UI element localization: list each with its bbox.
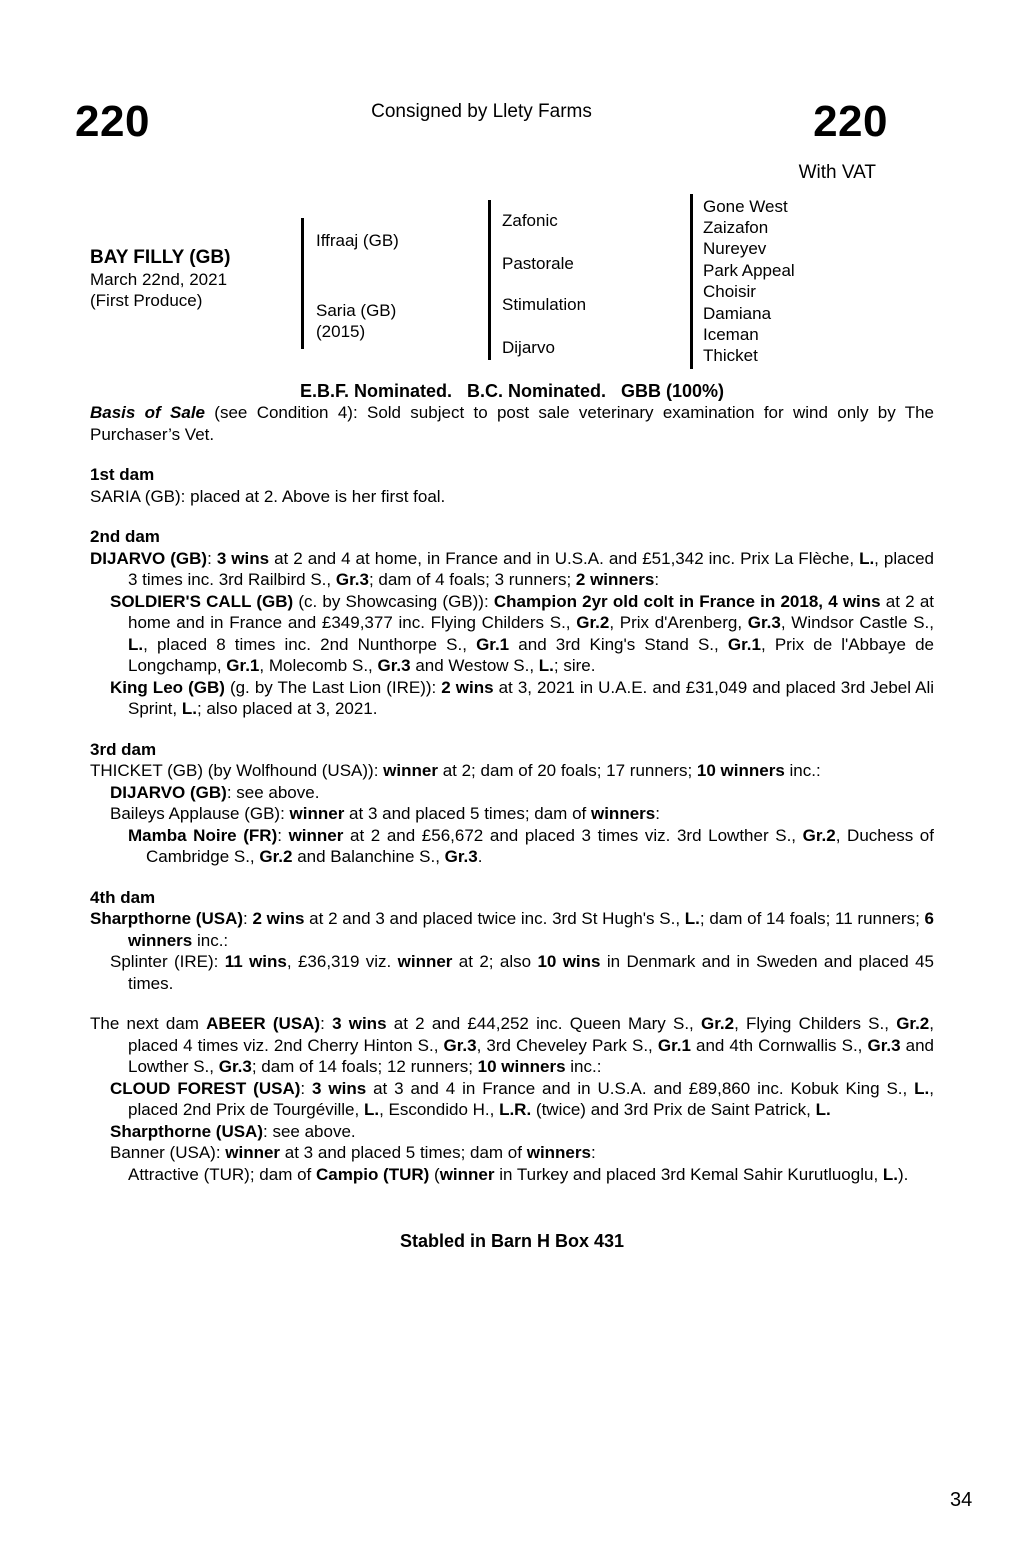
- text-segment: 3 wins: [332, 1014, 387, 1033]
- paragraph-dijarvo-see-above: [90, 782, 934, 804]
- dam-block: [316, 300, 396, 343]
- section-2nd-dam: [90, 526, 934, 720]
- text-segment: DIJARVO (GB): [110, 782, 227, 802]
- paragraph-abeer: [90, 1013, 934, 1078]
- text-segment: and 3rd King's Stand S.,: [509, 634, 728, 654]
- text-segment: ; dam of 14 foals; 11 runners;: [699, 909, 925, 928]
- pedigree-divider-3: [690, 194, 693, 369]
- section-heading: 1st dam: [90, 465, 155, 484]
- page-header: [75, 97, 934, 150]
- grandparent-name: Zafonic: [502, 210, 558, 230]
- text-segment: L.: [859, 548, 875, 568]
- text-segment: ABEER (USA): [206, 1014, 321, 1033]
- text-segment: (g. by The Last Lion (IRE)):: [224, 677, 442, 697]
- text-segment: THICKET (GB) (by Wolfhound (USA)):: [90, 761, 384, 780]
- text-segment: Gr.1: [657, 1035, 691, 1055]
- great-grandparent-name: Damiana: [703, 303, 772, 323]
- pedigree-divider-1: [301, 218, 304, 349]
- pedigree-divider-2: [488, 200, 491, 360]
- text-segment: :: [590, 1143, 596, 1162]
- text-segment: , Prix de l'Abbaye de Longchamp,: [128, 634, 934, 675]
- text-segment: 11 wins: [224, 952, 287, 971]
- text-segment: Gr.3: [747, 613, 781, 632]
- text-segment: at 3 and placed 5 times; dam of: [280, 1143, 527, 1162]
- text-segment: winner: [225, 1143, 281, 1162]
- text-segment: Gr.3: [443, 1035, 477, 1055]
- text-segment: 6 winners: [128, 909, 934, 950]
- text-segment: Gr.2: [576, 613, 610, 632]
- text-segment: 3 wins: [216, 548, 270, 568]
- text-segment: and Lowther S.,: [128, 1035, 934, 1076]
- text-segment: at 2 and £56,672 and placed 3 times viz. 3rd Lowther S.,: [343, 825, 803, 845]
- text-segment: Gr.2: [701, 1014, 735, 1033]
- paragraph-soldiers-call: [90, 591, 934, 677]
- text-segment: at 2; dam of 20 foals; 17 runners;: [437, 761, 697, 780]
- text-segment: and Westow S.,: [410, 656, 539, 675]
- text-segment: :: [207, 548, 217, 568]
- section-1st-dam: [90, 464, 934, 507]
- text-segment: at 2; also: [452, 952, 538, 971]
- text-segment: winner: [288, 825, 344, 845]
- text-segment: ; dam of 4 foals; 3 runners;: [368, 570, 576, 589]
- text-segment: L.: [914, 1078, 930, 1098]
- text-segment: at 2 and 4 at home, in France and in U.S.A. and £51,342 inc. Prix La Flèche,: [269, 548, 860, 568]
- text-segment: SOLDIER'S CALL (GB): [110, 591, 294, 611]
- text-segment: L.R.: [499, 1100, 532, 1119]
- text-segment: The next dam: [90, 1014, 207, 1033]
- text-segment: Champion 2yr old colt in France in 2018, 4 wins: [493, 591, 881, 611]
- text-segment: (twice) and 3rd Prix de Saint Patrick,: [531, 1100, 816, 1119]
- section-heading: 2nd dam: [90, 527, 160, 546]
- text-segment: :: [277, 825, 289, 845]
- text-segment: 10 winners: [477, 1057, 566, 1076]
- text-segment: winner: [397, 952, 453, 971]
- text-segment: (see Condition 4): Sold subject to post sale veterinary examination for wind only by The Purchaser’s Vet.: [90, 403, 934, 444]
- text-segment: L.: [684, 909, 700, 928]
- text-segment: 10 winners: [696, 761, 785, 780]
- grandparent-name: Stimulation: [502, 294, 587, 314]
- paragraph-sharpthorne-see-above: [90, 1121, 934, 1143]
- paragraph-thicket: [90, 760, 934, 782]
- text-segment: .: [477, 847, 483, 866]
- text-segment: (: [429, 1164, 440, 1184]
- page-number: 34: [950, 1489, 973, 1511]
- text-segment: Basis of Sale: [90, 403, 205, 422]
- text-segment: 2 winners: [575, 570, 655, 589]
- text-segment: :: [300, 1078, 313, 1098]
- text-segment: at 3 and placed 5 times; dam of: [344, 804, 591, 823]
- text-segment: , Flying Childers S.,: [734, 1014, 897, 1033]
- paragraph-mamba-noire: [90, 825, 934, 868]
- great-grandparent-name: Gone West: [703, 196, 788, 216]
- text-segment: winner: [289, 804, 345, 823]
- dam-name: Saria (GB): [316, 300, 397, 320]
- text-segment: Campio (TUR): [315, 1164, 430, 1184]
- paragraph-dijarvo: [90, 548, 934, 591]
- text-segment: 3 wins: [312, 1078, 367, 1098]
- text-segment: Gr.3: [218, 1057, 252, 1076]
- horse-name: BAY FILLY (GB): [90, 246, 231, 268]
- text-segment: SARIA (GB): placed at 2. Above is her first foal.: [90, 486, 446, 506]
- text-segment: , 3rd Cheveley Park S.,: [476, 1035, 658, 1055]
- text-segment: :: [654, 570, 660, 589]
- text-segment: Sharpthorne (USA): [90, 909, 244, 928]
- text-segment: 2 wins: [252, 909, 305, 928]
- paragraph-banner: [90, 1142, 934, 1164]
- text-segment: L.: [128, 634, 144, 654]
- grandparent-name: Dijarvo: [502, 337, 555, 357]
- text-segment: L.: [815, 1100, 831, 1119]
- paragraph-baileys-applause: [90, 803, 934, 825]
- vat-note: With VAT: [798, 162, 876, 183]
- text-segment: and 4th Cornwallis S.,: [690, 1035, 868, 1055]
- text-segment: winner: [383, 761, 438, 780]
- paragraph-king-leo: [90, 677, 934, 720]
- text-segment: Gr.1: [226, 656, 260, 675]
- section-3rd-dam: [90, 739, 934, 868]
- text-segment: Gr.3: [377, 656, 411, 675]
- basis-of-sale: [90, 402, 934, 445]
- text-segment: , Molecomb S.,: [259, 656, 378, 675]
- text-segment: , placed 4 times viz. 2nd Cherry Hinton S.,: [128, 1014, 935, 1055]
- text-segment: L.: [181, 699, 197, 718]
- great-grandparent-name: Choisir: [703, 282, 756, 302]
- text-segment: Baileys Applause (GB):: [110, 804, 290, 823]
- text-segment: at 2 and 3 and placed twice inc. 3rd St Hugh's S.,: [304, 909, 685, 928]
- text-segment: Banner (USA):: [110, 1143, 226, 1162]
- text-segment: Sharpthorne (USA): [110, 1121, 263, 1141]
- text-segment: , placed 3 times inc. 3rd Railbird S.,: [128, 548, 934, 589]
- text-segment: ; also placed at 3, 2021.: [196, 699, 378, 718]
- text-segment: winner: [439, 1164, 495, 1184]
- text-segment: , Escondido H.,: [379, 1100, 500, 1119]
- paragraph-sharpthorne: [90, 908, 934, 951]
- text-segment: DIJARVO (GB): [90, 548, 208, 568]
- text-segment: , Duchess of Cambridge S.,: [146, 825, 934, 866]
- text-segment: at 3, 2021 in U.A.E. and £31,049 and placed 3rd Jebel Ali Sprint,: [128, 677, 934, 718]
- text-segment: winners: [526, 1143, 591, 1162]
- text-segment: Gr.2: [896, 1014, 930, 1033]
- section-next-dam: [90, 1013, 934, 1185]
- paragraph-cloud-forest: [90, 1078, 934, 1121]
- text-segment: , placed 2nd Prix de Tourgéville,: [128, 1078, 934, 1119]
- text-segment: ).: [898, 1164, 909, 1184]
- text-segment: in Denmark and in Sweden and placed 45 times.: [128, 952, 934, 993]
- text-segment: Gr.3: [444, 847, 478, 866]
- text-segment: CLOUD FOREST (USA): [110, 1078, 301, 1098]
- paragraph-attractive: [90, 1164, 934, 1186]
- text-segment: :: [320, 1014, 333, 1033]
- text-segment: 10 wins: [537, 952, 601, 971]
- section-4th-dam: [90, 887, 934, 995]
- text-segment: Gr.3: [335, 570, 369, 589]
- text-segment: , £36,319 viz.: [286, 952, 398, 971]
- grandparent-name: Pastorale: [502, 253, 574, 273]
- dam-year: (2015): [316, 322, 366, 341]
- produce-note: (First Produce): [90, 291, 203, 310]
- text-segment: winners: [590, 804, 656, 823]
- text-segment: , Prix d'Arenberg,: [609, 613, 748, 632]
- text-segment: inc.:: [565, 1057, 602, 1076]
- foal-date: March 22nd, 2021: [90, 269, 228, 289]
- text-segment: in Turkey and placed 3rd Kemal Sahir Kurutluoglu,: [494, 1164, 883, 1184]
- text-segment: , Windsor Castle S.,: [780, 613, 934, 632]
- text-segment: Gr.3: [867, 1035, 901, 1055]
- subject-block: [90, 247, 230, 312]
- text-segment: : see above.: [226, 782, 320, 802]
- text-segment: and Balanchine S.,: [292, 847, 445, 866]
- great-grandparent-name: Nureyev: [703, 239, 767, 259]
- text-segment: King Leo (GB): [110, 677, 225, 697]
- paragraph-splinter: [90, 951, 934, 994]
- text-segment: Gr.2: [802, 825, 836, 845]
- text-segment: ; sire.: [553, 656, 596, 675]
- text-segment: 2 wins: [441, 677, 494, 697]
- lot-number-right: 220: [813, 97, 888, 146]
- great-grandparent-name: Zaizafon: [703, 217, 769, 237]
- sire-name: Iffraaj (GB): [316, 230, 399, 250]
- text-segment: :: [243, 909, 253, 928]
- text-segment: :: [655, 804, 660, 823]
- great-grandparent-name: Iceman: [703, 324, 759, 344]
- text-segment: Splinter (IRE):: [110, 952, 225, 971]
- section-heading: 4th dam: [90, 887, 156, 907]
- great-grandparents-column: [703, 196, 795, 367]
- text-segment: L.: [882, 1164, 898, 1184]
- paragraph-saria: [90, 486, 934, 508]
- text-segment: L.: [538, 656, 554, 675]
- nominations-line: E.B.F. Nominated. B.C. Nominated. GBB (100%): [299, 380, 725, 401]
- text-segment: (c. by Showcasing (GB)):: [293, 591, 494, 611]
- pedigree-table: [90, 194, 934, 372]
- consignor-title: Consigned by Llety Farms: [371, 101, 592, 122]
- section-heading: 3rd dam: [90, 739, 157, 759]
- text-segment: Attractive (TUR); dam of: [128, 1164, 316, 1184]
- text-segment: Mamba Noire (FR): [128, 825, 278, 845]
- great-grandparent-name: Thicket: [703, 346, 758, 366]
- text-segment: inc.:: [784, 761, 821, 780]
- text-segment: : see above.: [263, 1121, 356, 1141]
- stabled-line: Stabled in Barn H Box 431: [399, 1231, 625, 1251]
- text-segment: , placed 8 times inc. 2nd Nunthorpe S.,: [143, 634, 477, 654]
- text-segment: at 2 at home and in France and £349,377 inc. Flying Childers S.,: [128, 591, 934, 632]
- text-segment: ; dam of 14 foals; 12 runners;: [251, 1057, 478, 1076]
- text-segment: Gr.1: [476, 634, 510, 654]
- text-segment: Gr.1: [727, 634, 761, 654]
- text-segment: inc.:: [192, 930, 229, 950]
- lot-number-left: 220: [75, 97, 150, 146]
- text-segment: at 2 and £44,252 inc. Queen Mary S.,: [386, 1014, 701, 1033]
- text-segment: L.: [363, 1100, 380, 1119]
- text-segment: Gr.2: [259, 847, 293, 866]
- text-segment: at 3 and 4 in France and in U.S.A. and £89,860 inc. Kobuk King S.,: [366, 1078, 915, 1098]
- great-grandparent-name: Park Appeal: [703, 260, 795, 280]
